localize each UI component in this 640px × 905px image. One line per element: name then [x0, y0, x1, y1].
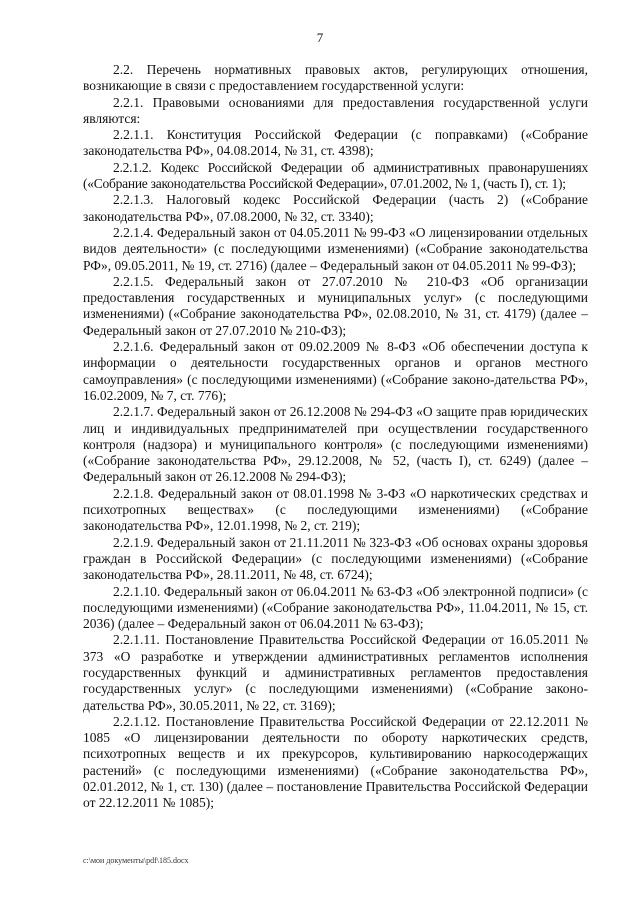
paragraph-2-2-1-2: 2.2.1.2. Кодекс Российской Федерации об административных правонарушениях («Собрание законодательства Российской Федерации», 07.01.2002, № 1, (часть I), ст. 1);: [83, 159, 588, 192]
paragraph-2-2-1-7: 2.2.1.7. Федеральный закон от 26.12.2008 № 294-ФЗ «О защите прав юридических лиц и индивидуальных предпринимателей при осуществлении государственного контроля (надзора) и муниципального контроля» (с последующими изменениями) («Собрание законодательства РФ», 29.12.2008, № 52, (часть I), ст. 6249) (далее – Федеральный закон от 26.12.2008 № 294-ФЗ);: [83, 404, 588, 485]
file-path-footer: c:\мои документы\pdf\185.docx: [83, 856, 189, 865]
paragraph-2-2-1-3: 2.2.1.3. Налоговый кодекс Российской Федерации (часть 2) («Собрание законодательства РФ», 07.08.2000, № 32, ст. 3340);: [83, 192, 588, 224]
page-number: 7: [316, 30, 324, 45]
paragraph-2-2-1-11: 2.2.1.11. Постановление Правительства Российской Федерации от 16.05.2011 № 373 «О разработке и утверждении административных регламентов исполнения государственных функций и административных регламентов предоставления государственных услуг» (с последующими изменениями) («Собрание законо-дательства РФ», 30.05.2011, № 22, ст. 3169);: [83, 632, 588, 713]
paragraph-2-2-1-12: 2.2.1.12. Постановление Правительства Российской Федерации от 22.12.2011 № 1085 «О лицензировании деятельности по обороту наркотических средств, психотропных веществ и их прекурсоров, культивированию наркосодержащих растений» (с последующими изменениями) («Собрание законодательства РФ», 02.01.2012, № 1, ст. 130) (далее – постановление Правительства Российской Федерации от 22.12.2011 № 1085);: [83, 713, 588, 811]
paragraph-2-2-1-9: 2.2.1.9. Федеральный закон от 21.11.2011 № 323-ФЗ «Об основах охраны здоровья граждан в Российской Федерации» (с последующими изменениями) («Собрание законодательства РФ», 28.11.2011, № 48, ст. 6724);: [83, 534, 588, 583]
paragraph-2-2-1-6: 2.2.1.6. Федеральный закон от 09.02.2009 № 8-ФЗ «Об обеспечении доступа к информации о деятельности государственных органов и органов местного самоуправления» (с последующими изменениями) («Собрание законо-дательства РФ», 16.02.2009, № 7, ст. 776);: [83, 339, 588, 403]
document-body: [83, 62, 588, 812]
paragraph-2-2: 2.2. Перечень нормативных правовых актов, регулирующих отношения, возникающие в связи с предоставлением государственной услуги:: [83, 62, 588, 94]
paragraph-2-2-1-5: 2.2.1.5. Федеральный закон от 27.07.2010 № 210-ФЗ «Об организации предоставления государственных и муниципальных услуг» (с последующими изменениями) («Собрание законодательства РФ», 02.08.2010, № 31, ст. 4179) (далее – Федеральный закон от 27.07.2010 № 210-ФЗ);: [83, 273, 588, 338]
paragraph-2-2-1-4: 2.2.1.4. Федеральный закон от 04.05.2011 № 99-ФЗ «О лицензировании отдельных видов деятельности» (с последующими изменениями) («Собрание законодательства РФ», 09.05.2011, № 19, ст. 2716) (далее – Федеральный закон от 04.05.2011 № 99-ФЗ);: [83, 224, 588, 273]
paragraph-2-2-1-10: 2.2.1.10. Федеральный закон от 06.04.2011 № 63-ФЗ «Об электронной подписи» (с последующими изменениями) («Собрание законодательства РФ», 11.04.2011, № 15, ст. 2036) (далее – Федеральный закон от 06.04.2011 № 63-ФЗ);: [83, 583, 588, 632]
paragraph-2-2-1-8: 2.2.1.8. Федеральный закон от 08.01.1998 № 3-ФЗ «О наркотических средствах и психотропных веществах» (с последующими изменениями) («Собрание законодательства РФ», 12.01.1998, № 2, ст. 219);: [83, 485, 588, 534]
paragraph-2-2-1-1: 2.2.1.1. Конституция Российской Федерации (с поправками) («Собрание законодательства РФ», 04.08.2014, № 31, ст. 4398);: [83, 127, 588, 159]
paragraph-2-2-1: 2.2.1. Правовыми основаниями для предоставления государственной услуги являются:: [83, 94, 588, 126]
